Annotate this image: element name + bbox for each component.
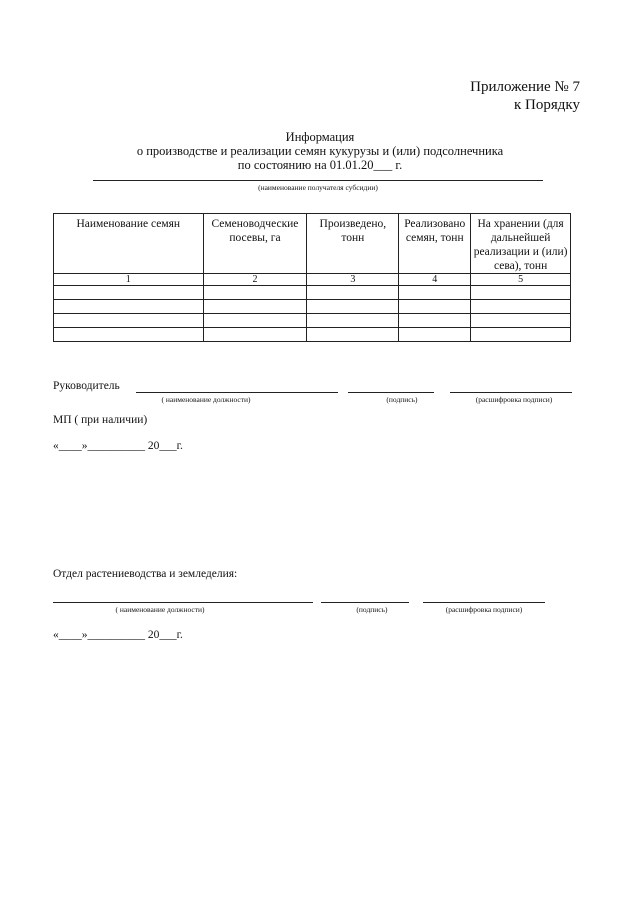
table-cell[interactable] bbox=[399, 286, 471, 300]
table-cell[interactable] bbox=[54, 328, 204, 342]
table-cell[interactable] bbox=[54, 314, 204, 328]
head-signature-caption: (подпись) bbox=[386, 395, 418, 404]
table-cell[interactable] bbox=[54, 300, 204, 314]
head-decoding-line[interactable] bbox=[450, 392, 572, 393]
stamp-label: МП ( при наличии) bbox=[53, 414, 148, 426]
document-title bbox=[0, 130, 640, 172]
head-position-line[interactable] bbox=[136, 392, 338, 393]
title-line-2: о производстве и реализации семян кукурузы и (или) подсолнечника bbox=[136, 144, 504, 158]
appendix-reference: к Порядку bbox=[514, 97, 580, 113]
table-number-row bbox=[54, 274, 571, 286]
recipient-line[interactable] bbox=[93, 180, 543, 181]
table-cell[interactable] bbox=[54, 286, 204, 300]
table-cell[interactable] bbox=[399, 314, 471, 328]
dept-decoding-line[interactable] bbox=[423, 602, 545, 603]
head-position-caption: ( наименование должности) bbox=[161, 395, 251, 404]
dept-position-line[interactable] bbox=[53, 602, 313, 603]
title-line-1: Информация bbox=[285, 130, 355, 144]
table-cell[interactable] bbox=[307, 286, 399, 300]
title-line-3: по состоянию на 01.01.20___ г. bbox=[237, 158, 403, 172]
table-cell[interactable] bbox=[471, 314, 571, 328]
head-decoding-caption: (расшифровка подписи) bbox=[475, 395, 553, 404]
dept-signature-caption: (подпись) bbox=[356, 605, 388, 614]
header-stored: На хранении (для дальнейшей реализации и (или) сева), тонн bbox=[471, 214, 571, 274]
appendix-number: Приложение № 7 bbox=[470, 79, 580, 95]
table-cell[interactable] bbox=[203, 286, 307, 300]
column-number: 5 bbox=[471, 274, 571, 286]
column-number: 3 bbox=[307, 274, 399, 286]
header-seed-crops: Семеноводческие посевы, га bbox=[203, 214, 307, 274]
table-cell[interactable] bbox=[203, 328, 307, 342]
dept-date[interactable]: «____»__________ 20___г. bbox=[53, 629, 183, 641]
table-row bbox=[54, 314, 571, 328]
department-label: Отдел растениеводства и земледелия: bbox=[53, 568, 238, 580]
header-seed-name: Наименование семян bbox=[54, 214, 204, 274]
head-signature-line[interactable] bbox=[348, 392, 434, 393]
head-date[interactable]: «____»__________ 20___г. bbox=[53, 440, 183, 452]
table-cell[interactable] bbox=[307, 314, 399, 328]
column-number: 1 bbox=[54, 274, 204, 286]
table-cell[interactable] bbox=[471, 286, 571, 300]
appendix-heading bbox=[470, 78, 580, 114]
table-cell[interactable] bbox=[307, 300, 399, 314]
table-cell[interactable] bbox=[203, 300, 307, 314]
dept-signature-line[interactable] bbox=[321, 602, 409, 603]
recipient-caption: (наименование получателя субсидии) bbox=[258, 183, 378, 192]
table-row bbox=[54, 328, 571, 342]
table-cell[interactable] bbox=[307, 328, 399, 342]
column-number: 4 bbox=[399, 274, 471, 286]
header-produced: Произведено, тонн bbox=[307, 214, 399, 274]
table-cell[interactable] bbox=[471, 328, 571, 342]
dept-position-caption: ( наименование должности) bbox=[115, 605, 205, 614]
table-row bbox=[54, 286, 571, 300]
dept-decoding-caption: (расшифровка подписи) bbox=[445, 605, 523, 614]
head-label: Руководитель bbox=[53, 380, 120, 392]
table-cell[interactable] bbox=[399, 300, 471, 314]
table-header-row bbox=[54, 214, 571, 274]
table-row bbox=[54, 300, 571, 314]
header-sold: Реализовано семян, тонн bbox=[399, 214, 471, 274]
table-cell[interactable] bbox=[203, 314, 307, 328]
seeds-table bbox=[53, 213, 571, 342]
table-cell[interactable] bbox=[399, 328, 471, 342]
column-number: 2 bbox=[203, 274, 307, 286]
table-cell[interactable] bbox=[471, 300, 571, 314]
